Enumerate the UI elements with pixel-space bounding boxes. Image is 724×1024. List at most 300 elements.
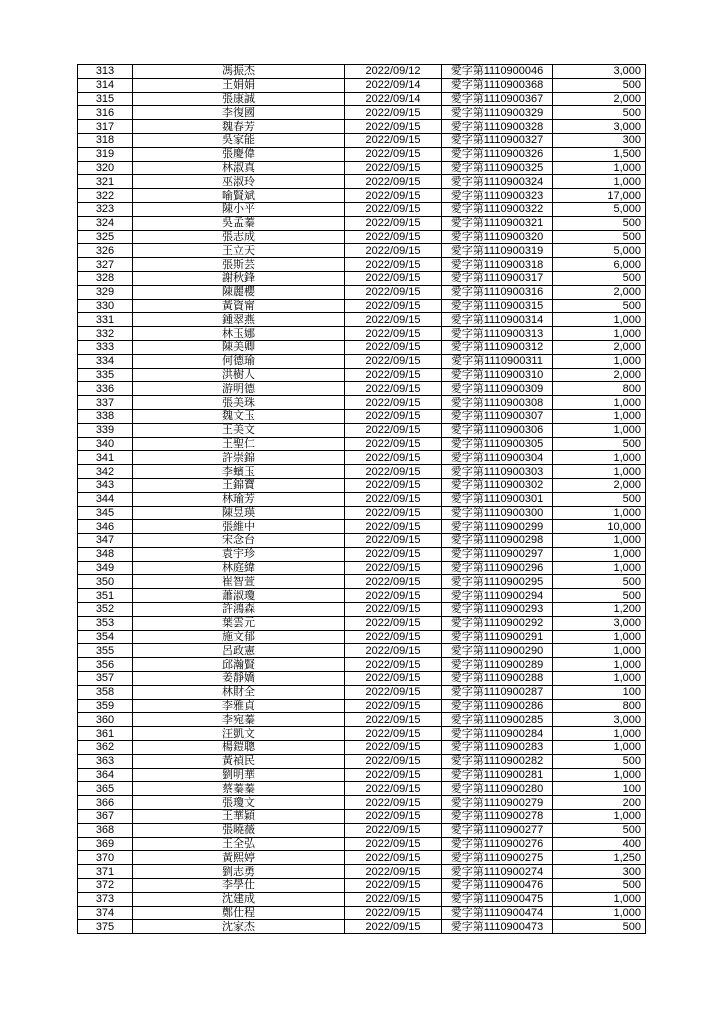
- table-row: [78, 589, 646, 603]
- donor-name-cell: 姜靜嬌: [133, 672, 345, 686]
- amount-cell: 1,000: [553, 658, 646, 672]
- date-cell: 2022/09/15: [345, 534, 442, 548]
- serial-number-cell: 323: [78, 202, 133, 216]
- date-cell: 2022/09/15: [345, 616, 442, 630]
- amount-cell: 300: [553, 133, 646, 147]
- donor-name-cell: 鄭仕程: [133, 906, 345, 920]
- donor-name-cell: 陳美卿: [133, 340, 345, 354]
- serial-number-cell: 325: [78, 230, 133, 244]
- donor-name-cell: 洪樹人: [133, 368, 345, 382]
- amount-cell: 1,000: [553, 451, 646, 465]
- date-cell: 2022/09/14: [345, 92, 442, 106]
- receipt-number-cell: 愛字第1110900285: [442, 713, 553, 727]
- date-cell: 2022/09/15: [345, 658, 442, 672]
- amount-cell: 1,000: [553, 741, 646, 755]
- amount-cell: 300: [553, 865, 646, 879]
- date-cell: 2022/09/15: [345, 299, 442, 313]
- receipt-number-cell: 愛字第1110900297: [442, 547, 553, 561]
- serial-number-cell: 353: [78, 616, 133, 630]
- receipt-number-cell: 愛字第1110900274: [442, 865, 553, 879]
- serial-number-cell: 340: [78, 437, 133, 451]
- amount-cell: 800: [553, 382, 646, 396]
- table-row: [78, 851, 646, 865]
- receipt-number-cell: 愛字第1110900317: [442, 271, 553, 285]
- amount-cell: 1,000: [553, 547, 646, 561]
- serial-number-cell: 346: [78, 520, 133, 534]
- serial-number-cell: 373: [78, 892, 133, 906]
- donor-name-cell: 吳孟蓁: [133, 216, 345, 230]
- serial-number-cell: 339: [78, 423, 133, 437]
- receipt-number-cell: 愛字第1110900318: [442, 258, 553, 272]
- table-row: [78, 713, 646, 727]
- donor-name-cell: 宋念台: [133, 534, 345, 548]
- receipt-number-cell: 愛字第1110900283: [442, 741, 553, 755]
- serial-number-cell: 371: [78, 865, 133, 879]
- donor-name-cell: 施文郁: [133, 630, 345, 644]
- receipt-number-cell: 愛字第1110900293: [442, 603, 553, 617]
- receipt-number-cell: 愛字第1110900307: [442, 409, 553, 423]
- serial-number-cell: 356: [78, 658, 133, 672]
- receipt-number-cell: 愛字第1110900473: [442, 920, 553, 934]
- receipt-number-cell: 愛字第1110900474: [442, 906, 553, 920]
- serial-number-cell: 328: [78, 271, 133, 285]
- amount-cell: 5,000: [553, 202, 646, 216]
- receipt-number-cell: 愛字第1110900295: [442, 575, 553, 589]
- amount-cell: 200: [553, 796, 646, 810]
- receipt-number-cell: 愛字第1110900328: [442, 120, 553, 134]
- amount-cell: 1,000: [553, 423, 646, 437]
- serial-number-cell: 335: [78, 368, 133, 382]
- table-row: [78, 796, 646, 810]
- table-row: [78, 92, 646, 106]
- table-row: [78, 754, 646, 768]
- table-row: [78, 451, 646, 465]
- receipt-number-cell: 愛字第1110900321: [442, 216, 553, 230]
- date-cell: 2022/09/15: [345, 782, 442, 796]
- receipt-number-cell: 愛字第1110900314: [442, 313, 553, 327]
- donor-name-cell: 蔡蓁蓁: [133, 782, 345, 796]
- serial-number-cell: 317: [78, 120, 133, 134]
- donor-name-cell: 巫淑玲: [133, 175, 345, 189]
- date-cell: 2022/09/15: [345, 382, 442, 396]
- receipt-number-cell: 愛字第1110900292: [442, 616, 553, 630]
- table-row: [78, 133, 646, 147]
- amount-cell: 1,000: [553, 906, 646, 920]
- receipt-number-cell: 愛字第1110900325: [442, 161, 553, 175]
- serial-number-cell: 324: [78, 216, 133, 230]
- serial-number-cell: 359: [78, 699, 133, 713]
- receipt-number-cell: 愛字第1110900308: [442, 396, 553, 410]
- date-cell: 2022/09/15: [345, 216, 442, 230]
- serial-number-cell: 321: [78, 175, 133, 189]
- receipt-number-cell: 愛字第1110900476: [442, 879, 553, 893]
- amount-cell: 3,000: [553, 65, 646, 79]
- date-cell: 2022/09/15: [345, 354, 442, 368]
- receipt-number-cell: 愛字第1110900303: [442, 465, 553, 479]
- amount-cell: 1,000: [553, 354, 646, 368]
- receipt-number-cell: 愛字第1110900286: [442, 699, 553, 713]
- donor-name-cell: 沈建成: [133, 892, 345, 906]
- donor-name-cell: 王聖仁: [133, 437, 345, 451]
- date-cell: 2022/09/15: [345, 589, 442, 603]
- table-row: [78, 271, 646, 285]
- date-cell: 2022/09/15: [345, 810, 442, 824]
- date-cell: 2022/09/15: [345, 230, 442, 244]
- date-cell: 2022/09/15: [345, 727, 442, 741]
- date-cell: 2022/09/15: [345, 644, 442, 658]
- serial-number-cell: 362: [78, 741, 133, 755]
- serial-number-cell: 348: [78, 547, 133, 561]
- receipt-number-cell: 愛字第1110900315: [442, 299, 553, 313]
- receipt-number-cell: 愛字第1110900282: [442, 754, 553, 768]
- serial-number-cell: 350: [78, 575, 133, 589]
- receipt-number-cell: 愛字第1110900277: [442, 823, 553, 837]
- serial-number-cell: 331: [78, 313, 133, 327]
- table-row: [78, 106, 646, 120]
- donor-name-cell: 劉明華: [133, 768, 345, 782]
- date-cell: 2022/09/15: [345, 630, 442, 644]
- table-row: [78, 299, 646, 313]
- amount-cell: 800: [553, 699, 646, 713]
- table-row: [78, 575, 646, 589]
- table-row: [78, 382, 646, 396]
- date-cell: 2022/09/15: [345, 106, 442, 120]
- receipt-number-cell: 愛字第1110900327: [442, 133, 553, 147]
- amount-cell: 1,000: [553, 409, 646, 423]
- receipt-number-cell: 愛字第1110900275: [442, 851, 553, 865]
- table-row: [78, 906, 646, 920]
- serial-number-cell: 349: [78, 561, 133, 575]
- date-cell: 2022/09/15: [345, 851, 442, 865]
- receipt-number-cell: 愛字第1110900287: [442, 685, 553, 699]
- table-row: [78, 879, 646, 893]
- amount-cell: 1,000: [553, 506, 646, 520]
- donor-name-cell: 王錦寶: [133, 478, 345, 492]
- serial-number-cell: 372: [78, 879, 133, 893]
- serial-number-cell: 332: [78, 327, 133, 341]
- donor-name-cell: 馮振杰: [133, 65, 345, 79]
- amount-cell: 2,000: [553, 478, 646, 492]
- amount-cell: 1,000: [553, 810, 646, 824]
- date-cell: 2022/09/15: [345, 837, 442, 851]
- table-row: [78, 244, 646, 258]
- table-row: [78, 202, 646, 216]
- table-row: [78, 644, 646, 658]
- donor-name-cell: 許鴻森: [133, 603, 345, 617]
- amount-cell: 500: [553, 271, 646, 285]
- donor-name-cell: 黃熙婷: [133, 851, 345, 865]
- serial-number-cell: 341: [78, 451, 133, 465]
- donor-name-cell: 林庭緯: [133, 561, 345, 575]
- date-cell: 2022/09/15: [345, 147, 442, 161]
- receipt-number-cell: 愛字第1110900329: [442, 106, 553, 120]
- receipt-number-cell: 愛字第1110900324: [442, 175, 553, 189]
- amount-cell: 1,000: [553, 768, 646, 782]
- receipt-number-cell: 愛字第1110900276: [442, 837, 553, 851]
- amount-cell: 10,000: [553, 520, 646, 534]
- receipt-number-cell: 愛字第1110900281: [442, 768, 553, 782]
- receipt-number-cell: 愛字第1110900312: [442, 340, 553, 354]
- donor-name-cell: 汪凱文: [133, 727, 345, 741]
- serial-number-cell: 363: [78, 754, 133, 768]
- table-row: [78, 437, 646, 451]
- table-row: [78, 175, 646, 189]
- table-row: [78, 920, 646, 934]
- amount-cell: 1,000: [553, 672, 646, 686]
- date-cell: 2022/09/15: [345, 271, 442, 285]
- receipt-number-cell: 愛字第1110900280: [442, 782, 553, 796]
- amount-cell: 1,000: [553, 534, 646, 548]
- serial-number-cell: 320: [78, 161, 133, 175]
- serial-number-cell: 370: [78, 851, 133, 865]
- amount-cell: 100: [553, 782, 646, 796]
- date-cell: 2022/09/15: [345, 754, 442, 768]
- table-row: [78, 492, 646, 506]
- serial-number-cell: 338: [78, 409, 133, 423]
- amount-cell: 2,000: [553, 92, 646, 106]
- donor-name-cell: 張斯芸: [133, 258, 345, 272]
- date-cell: 2022/09/15: [345, 340, 442, 354]
- date-cell: 2022/09/15: [345, 258, 442, 272]
- amount-cell: 5,000: [553, 244, 646, 258]
- donor-name-cell: 林玉娜: [133, 327, 345, 341]
- donor-name-cell: 陳小平: [133, 202, 345, 216]
- donor-name-cell: 黃資甯: [133, 299, 345, 313]
- donor-name-cell: 張志成: [133, 230, 345, 244]
- donor-name-cell: 何德瑜: [133, 354, 345, 368]
- date-cell: 2022/09/15: [345, 175, 442, 189]
- date-cell: 2022/09/15: [345, 865, 442, 879]
- date-cell: 2022/09/15: [345, 561, 442, 575]
- serial-number-cell: 337: [78, 396, 133, 410]
- serial-number-cell: 375: [78, 920, 133, 934]
- receipt-number-cell: 愛字第1110900322: [442, 202, 553, 216]
- table-row: [78, 823, 646, 837]
- donation-ledger-table: [77, 64, 646, 934]
- amount-cell: 500: [553, 216, 646, 230]
- amount-cell: 500: [553, 299, 646, 313]
- amount-cell: 500: [553, 230, 646, 244]
- amount-cell: 1,000: [553, 892, 646, 906]
- amount-cell: 500: [553, 823, 646, 837]
- receipt-number-cell: 愛字第1110900046: [442, 65, 553, 79]
- table-row: [78, 161, 646, 175]
- donor-name-cell: 魏文玉: [133, 409, 345, 423]
- date-cell: 2022/09/15: [345, 409, 442, 423]
- table-row: [78, 478, 646, 492]
- donor-name-cell: 張維中: [133, 520, 345, 534]
- donor-name-cell: 吳家能: [133, 133, 345, 147]
- table-row: [78, 396, 646, 410]
- date-cell: 2022/09/15: [345, 699, 442, 713]
- donor-name-cell: 陳昱瑛: [133, 506, 345, 520]
- amount-cell: 400: [553, 837, 646, 851]
- date-cell: 2022/09/15: [345, 685, 442, 699]
- amount-cell: 6,000: [553, 258, 646, 272]
- table-row: [78, 837, 646, 851]
- serial-number-cell: 368: [78, 823, 133, 837]
- donor-name-cell: 沈家杰: [133, 920, 345, 934]
- receipt-number-cell: 愛字第1110900278: [442, 810, 553, 824]
- donor-name-cell: 王立天: [133, 244, 345, 258]
- donor-name-cell: 喻賢斌: [133, 189, 345, 203]
- table-row: [78, 147, 646, 161]
- serial-number-cell: 358: [78, 685, 133, 699]
- serial-number-cell: 318: [78, 133, 133, 147]
- table-row: [78, 616, 646, 630]
- date-cell: 2022/09/15: [345, 133, 442, 147]
- serial-number-cell: 344: [78, 492, 133, 506]
- table-row: [78, 892, 646, 906]
- table-row: [78, 865, 646, 879]
- receipt-number-cell: 愛字第1110900475: [442, 892, 553, 906]
- serial-number-cell: 326: [78, 244, 133, 258]
- amount-cell: 500: [553, 492, 646, 506]
- table-row: [78, 423, 646, 437]
- amount-cell: 2,000: [553, 368, 646, 382]
- amount-cell: 500: [553, 589, 646, 603]
- amount-cell: 500: [553, 78, 646, 92]
- serial-number-cell: 314: [78, 78, 133, 92]
- donor-name-cell: 游明德: [133, 382, 345, 396]
- receipt-number-cell: 愛字第1110900368: [442, 78, 553, 92]
- date-cell: 2022/09/15: [345, 672, 442, 686]
- table-row: [78, 603, 646, 617]
- receipt-number-cell: 愛字第1110900294: [442, 589, 553, 603]
- table-row: [78, 340, 646, 354]
- table-row: [78, 327, 646, 341]
- amount-cell: 1,000: [553, 644, 646, 658]
- receipt-number-cell: 愛字第1110900291: [442, 630, 553, 644]
- receipt-number-cell: 愛字第1110900323: [442, 189, 553, 203]
- amount-cell: 1,000: [553, 327, 646, 341]
- donor-name-cell: 林財全: [133, 685, 345, 699]
- serial-number-cell: 319: [78, 147, 133, 161]
- amount-cell: 500: [553, 754, 646, 768]
- donor-name-cell: 張康誠: [133, 92, 345, 106]
- date-cell: 2022/09/15: [345, 892, 442, 906]
- serial-number-cell: 354: [78, 630, 133, 644]
- serial-number-cell: 343: [78, 478, 133, 492]
- donor-name-cell: 鍾翠燕: [133, 313, 345, 327]
- date-cell: 2022/09/15: [345, 313, 442, 327]
- table-row: [78, 630, 646, 644]
- table-row: [78, 465, 646, 479]
- table-row: [78, 782, 646, 796]
- amount-cell: 100: [553, 685, 646, 699]
- amount-cell: 1,000: [553, 465, 646, 479]
- receipt-number-cell: 愛字第1110900300: [442, 506, 553, 520]
- serial-number-cell: 334: [78, 354, 133, 368]
- donor-name-cell: 王娟娟: [133, 78, 345, 92]
- amount-cell: 1,200: [553, 603, 646, 617]
- table-row: [78, 230, 646, 244]
- amount-cell: 500: [553, 575, 646, 589]
- date-cell: 2022/09/15: [345, 423, 442, 437]
- date-cell: 2022/09/15: [345, 285, 442, 299]
- receipt-number-cell: 愛字第1110900301: [442, 492, 553, 506]
- amount-cell: 500: [553, 437, 646, 451]
- receipt-number-cell: 愛字第1110900320: [442, 230, 553, 244]
- donor-name-cell: 魏春芳: [133, 120, 345, 134]
- serial-number-cell: 345: [78, 506, 133, 520]
- amount-cell: 500: [553, 920, 646, 934]
- table-row: [78, 561, 646, 575]
- table-row: [78, 189, 646, 203]
- donor-name-cell: 李雅貞: [133, 699, 345, 713]
- date-cell: 2022/09/15: [345, 823, 442, 837]
- amount-cell: 1,000: [553, 161, 646, 175]
- date-cell: 2022/09/15: [345, 575, 442, 589]
- table-row: [78, 547, 646, 561]
- donor-name-cell: 王華穎: [133, 810, 345, 824]
- amount-cell: 3,000: [553, 713, 646, 727]
- serial-number-cell: 369: [78, 837, 133, 851]
- receipt-number-cell: 愛字第1110900279: [442, 796, 553, 810]
- date-cell: 2022/09/15: [345, 520, 442, 534]
- amount-cell: 1,000: [553, 313, 646, 327]
- serial-number-cell: 360: [78, 713, 133, 727]
- amount-cell: 1,500: [553, 147, 646, 161]
- receipt-number-cell: 愛字第1110900309: [442, 382, 553, 396]
- donor-name-cell: 邱瀚賢: [133, 658, 345, 672]
- date-cell: 2022/09/15: [345, 451, 442, 465]
- donor-name-cell: 李學仕: [133, 879, 345, 893]
- amount-cell: 1,000: [553, 727, 646, 741]
- table-row: [78, 506, 646, 520]
- serial-number-cell: 374: [78, 906, 133, 920]
- date-cell: 2022/09/15: [345, 741, 442, 755]
- serial-number-cell: 355: [78, 644, 133, 658]
- receipt-number-cell: 愛字第1110900316: [442, 285, 553, 299]
- serial-number-cell: 366: [78, 796, 133, 810]
- date-cell: 2022/09/15: [345, 437, 442, 451]
- date-cell: 2022/09/15: [345, 120, 442, 134]
- date-cell: 2022/09/15: [345, 768, 442, 782]
- serial-number-cell: 330: [78, 299, 133, 313]
- receipt-number-cell: 愛字第1110900306: [442, 423, 553, 437]
- amount-cell: 500: [553, 106, 646, 120]
- table-row: [78, 685, 646, 699]
- date-cell: 2022/09/15: [345, 189, 442, 203]
- table-row: [78, 810, 646, 824]
- table-row: [78, 534, 646, 548]
- donor-name-cell: 呂政憲: [133, 644, 345, 658]
- receipt-number-cell: 愛字第1110900296: [442, 561, 553, 575]
- donor-name-cell: 王全弘: [133, 837, 345, 851]
- serial-number-cell: 315: [78, 92, 133, 106]
- serial-number-cell: 336: [78, 382, 133, 396]
- date-cell: 2022/09/12: [345, 65, 442, 79]
- table-row: [78, 313, 646, 327]
- serial-number-cell: 357: [78, 672, 133, 686]
- receipt-number-cell: 愛字第1110900302: [442, 478, 553, 492]
- table-row: [78, 409, 646, 423]
- amount-cell: 2,000: [553, 340, 646, 354]
- donor-name-cell: 張瓊文: [133, 796, 345, 810]
- serial-number-cell: 313: [78, 65, 133, 79]
- donor-name-cell: 崔智萱: [133, 575, 345, 589]
- date-cell: 2022/09/15: [345, 879, 442, 893]
- table-row: [78, 368, 646, 382]
- amount-cell: 2,000: [553, 285, 646, 299]
- donor-name-cell: 陳麗櫻: [133, 285, 345, 299]
- date-cell: 2022/09/15: [345, 244, 442, 258]
- table-row: [78, 78, 646, 92]
- table-row: [78, 285, 646, 299]
- receipt-number-cell: 愛字第1110900284: [442, 727, 553, 741]
- receipt-number-cell: 愛字第1110900288: [442, 672, 553, 686]
